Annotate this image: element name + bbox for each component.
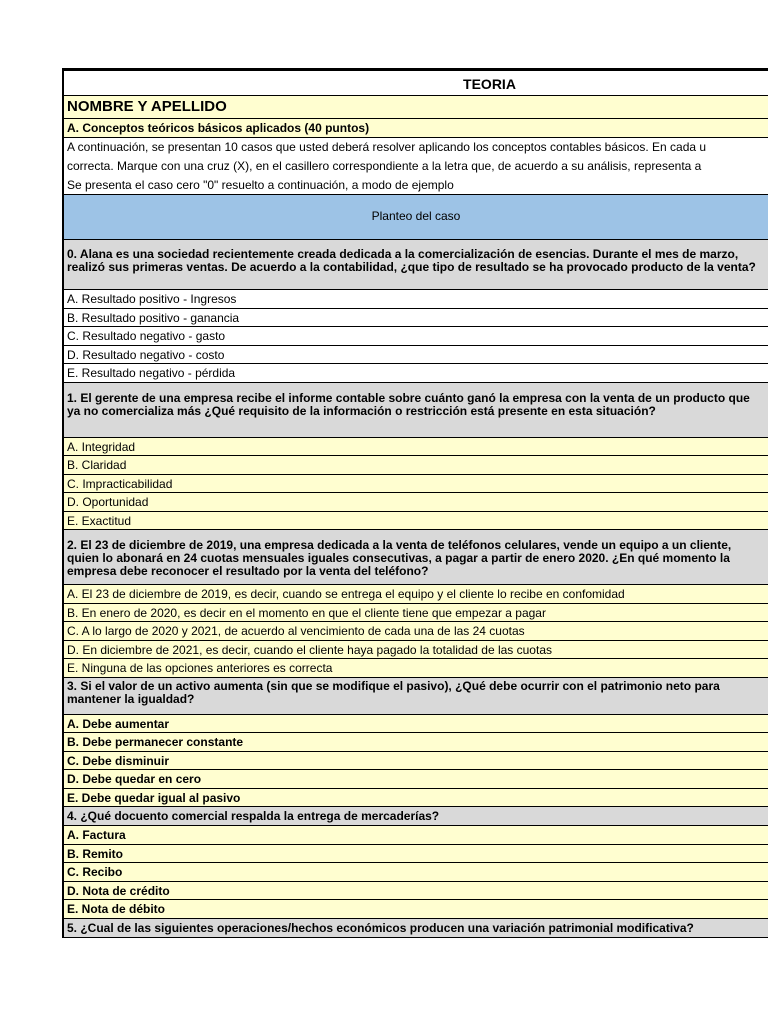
q2-option-b[interactable]: B. En enero de 2020, es decir en el momento en que el cliente tiene que empezar a pagar — [62, 604, 768, 623]
q3-option-e[interactable]: E. Debe quedar igual al pasivo — [62, 789, 768, 808]
q4-option-e[interactable]: E. Nota de débito — [62, 900, 768, 919]
q1-option-b[interactable]: B. Claridad — [62, 456, 768, 475]
q2-option-e[interactable]: E. Ninguna de las opciones anteriores es correcta — [62, 659, 768, 678]
spreadsheet — [62, 68, 768, 938]
question-3: 3. Si el valor de un activo aumenta (sin que se modifique el pasivo), ¿Qué debe ocurrir con el patrimonio neto para mantener la igualdad? — [62, 678, 768, 715]
q3-option-b[interactable]: B. Debe permanecer constante — [62, 733, 768, 752]
table-header: Planteo del caso — [62, 195, 768, 240]
q4-option-d[interactable]: D. Nota de crédito — [62, 882, 768, 901]
intro-line-3: Se presenta el caso cero "0" resuelto a continuación, a modo de ejemplo — [62, 176, 768, 195]
intro-line-1: A continuación, se presentan 10 casos que usted deberá resolver aplicando los conceptos contables básicos. En cada u — [62, 138, 768, 157]
intro-line-2: correcta. Marque con una cruz (X), en el casillero correspondiente a la letra que, de acuerdo a su análisis, representa a — [62, 157, 768, 176]
question-1: 1. El gerente de una empresa recibe el informe contable sobre cuánto ganó la empresa con la venta de un producto que ya no comercializa más ¿Qué requisito de la información o restricción está presente en esta situación? — [62, 383, 768, 438]
name-field-label[interactable]: NOMBRE Y APELLIDO — [62, 96, 768, 119]
q1-option-a[interactable]: A. Integridad — [62, 438, 768, 457]
q0-option-e[interactable]: E. Resultado negativo - pérdida — [62, 364, 768, 383]
q1-option-d[interactable]: D. Oportunidad — [62, 493, 768, 512]
q4-option-c[interactable]: C. Recibo — [62, 863, 768, 882]
q4-option-a[interactable]: A. Factura — [62, 826, 768, 845]
q1-option-c[interactable]: C. Impracticabilidad — [62, 475, 768, 494]
sheet-title: TEORIA — [62, 68, 768, 96]
q2-option-d[interactable]: D. En diciembre de 2021, es decir, cuando el cliente haya pagado la totalidad de las cuotas — [62, 641, 768, 660]
q0-option-d[interactable]: D. Resultado negativo - costo — [62, 346, 768, 365]
question-2: 2. El 23 de diciembre de 2019, una empresa dedicada a la venta de teléfonos celulares, vende un equipo a un cliente, quien lo abonará en 24 cuotas mensuales iguales consecutivas, a pagar a partir de enero 2020. ¿En qué momento la empresa debe reconocer el resultado por la venta del teléfono? — [62, 530, 768, 585]
section-title: A. Conceptos teóricos básicos aplicados (40 puntos) — [62, 119, 768, 138]
q3-option-c[interactable]: C. Debe disminuir — [62, 752, 768, 771]
question-4: 4. ¿Qué docuento comercial respalda la entrega de mercaderías? — [62, 807, 768, 826]
q4-option-b[interactable]: B. Remito — [62, 845, 768, 864]
q3-option-a[interactable]: A. Debe aumentar — [62, 715, 768, 734]
question-0: 0. Alana es una sociedad recientemente creada dedicada a la comercialización de esencias. Durante el mes de marzo, realizó sus primeras ventas. De acuerdo a la contabilidad, ¿que tipo de resultado se ha provocado producto de la venta? — [62, 240, 768, 290]
question-5: 5. ¿Cual de las siguientes operaciones/hechos económicos producen una variación patrimonial modificativa? — [62, 919, 768, 938]
q3-option-d[interactable]: D. Debe quedar en cero — [62, 770, 768, 789]
q2-option-c[interactable]: C. A lo largo de 2020 y 2021, de acuerdo al vencimiento de cada una de las 24 cuotas — [62, 622, 768, 641]
q0-option-c[interactable]: C. Resultado negativo - gasto — [62, 327, 768, 346]
q0-option-a[interactable]: A. Resultado positivo - Ingresos — [62, 290, 768, 309]
q2-option-a[interactable]: A. El 23 de diciembre de 2019, es decir, cuando se entrega el equipo y el cliente lo recibe en confomidad — [62, 585, 768, 604]
q1-option-e[interactable]: E. Exactitud — [62, 512, 768, 531]
q0-option-b[interactable]: B. Resultado positivo - ganancia — [62, 309, 768, 328]
